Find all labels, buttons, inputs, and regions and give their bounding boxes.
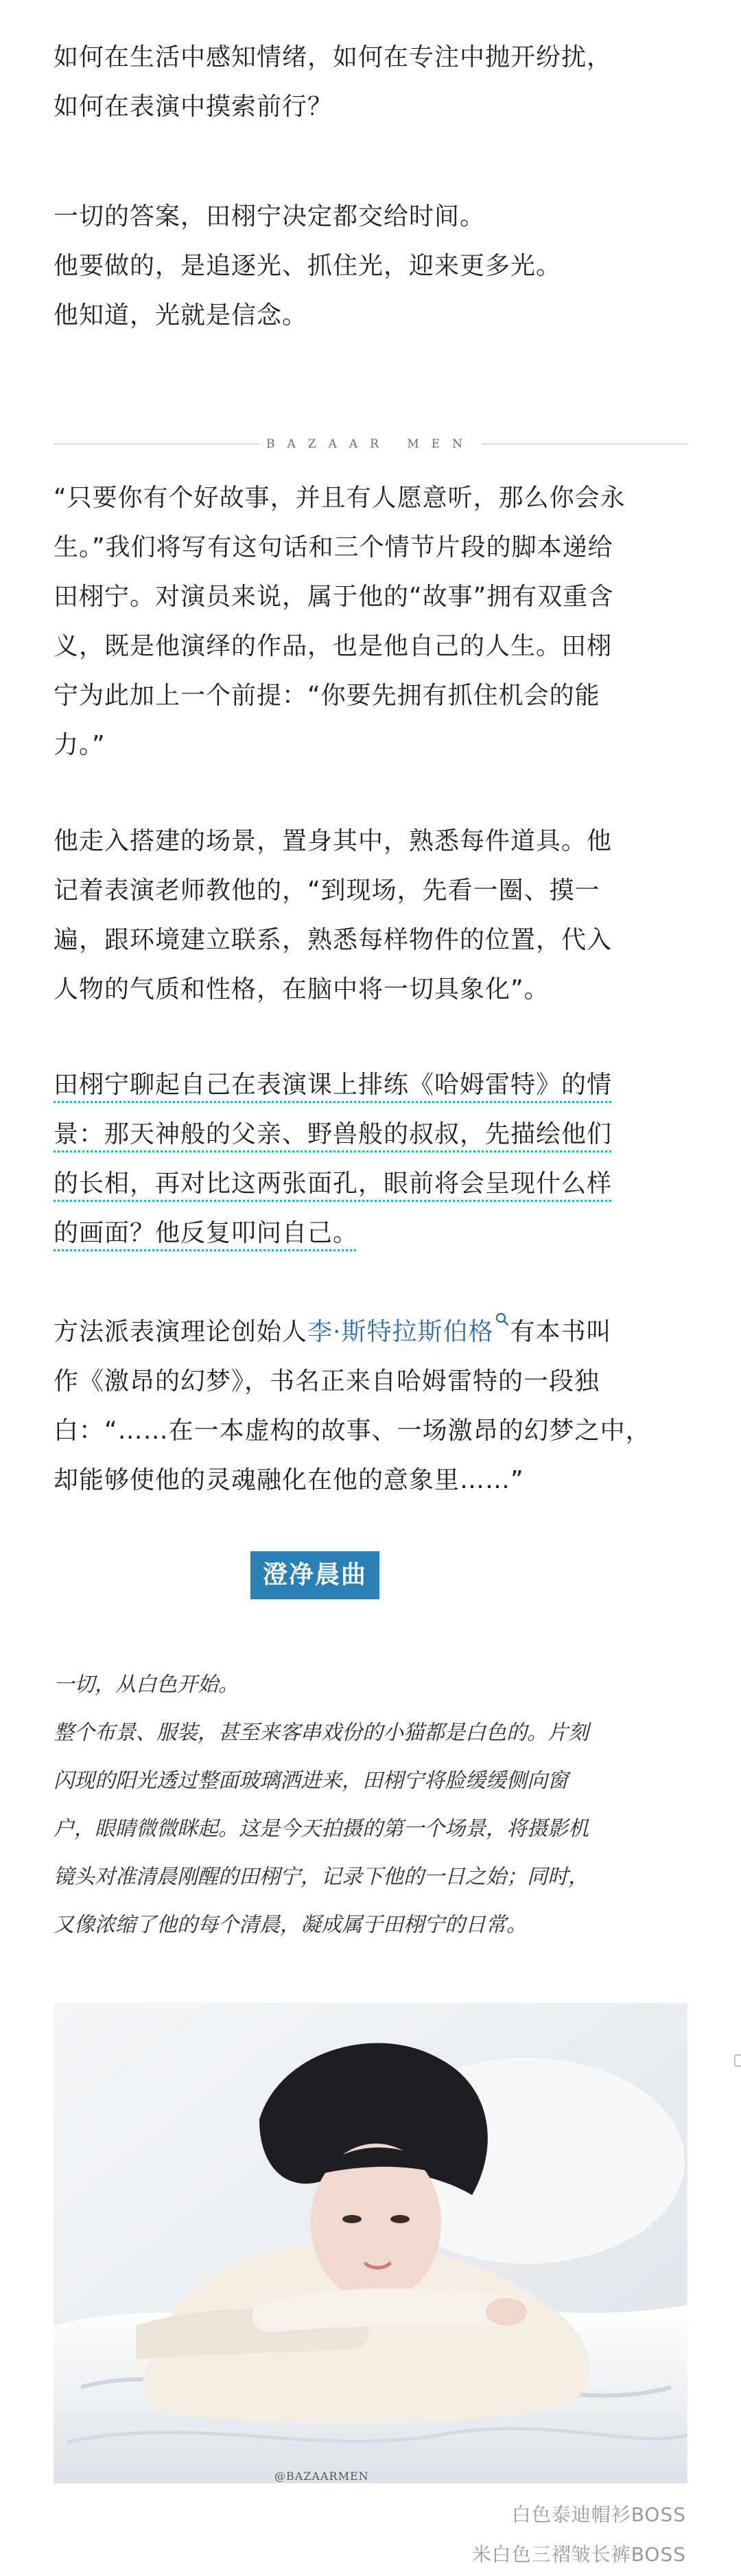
highlighted-line: 的画面？他反复叩问自己。 xyxy=(54,1219,359,1247)
italic-line: 又像浓缩了他的每个清晨，凝成属于田栩宁的日常。 xyxy=(54,1913,527,1937)
text-line xyxy=(54,1308,651,1357)
method-paragraph xyxy=(54,1308,651,1505)
highlighted-line: 的长相，再对比这两张面孔，眼前将会呈现什么样 xyxy=(54,1170,613,1198)
text-line: 一切的答案，田栩宁决定都交给时间。 xyxy=(54,202,486,231)
section-title-badge: 澄净晨曲 xyxy=(250,1551,379,1599)
side-scroll-handle-icon[interactable] xyxy=(734,2054,741,2067)
text-line: “只要你有个好故事，并且有人愿意听，那么你会永 xyxy=(54,484,626,512)
photo-watermark: @BAZAARMEN xyxy=(274,2470,369,2483)
intro-paragraph xyxy=(54,33,612,132)
story-paragraph xyxy=(54,474,626,770)
italic-line: 户，眼睛微微眯起。这是今天拍摄的第一个场景，将摄影机 xyxy=(54,1817,589,1841)
italic-intro xyxy=(54,1661,687,1949)
answer-paragraph xyxy=(54,192,561,340)
text-line: 作《激昂的幻梦》，书名正来自哈姆雷特的一段独 xyxy=(54,1367,600,1395)
scene-paragraph xyxy=(54,817,612,1014)
text-line: 他知道，光就是信念。 xyxy=(54,301,308,329)
text-line: 义，既是他演绎的作品，也是他自己的人生。田栩 xyxy=(54,632,613,660)
text-line: 田栩宁。对演员来说，属于他的“故事”拥有双重含 xyxy=(54,583,614,611)
text-fragment: 有本书叫 xyxy=(510,1318,612,1346)
hamlet-paragraph xyxy=(54,1060,612,1258)
photo-caption: 米白色三褶皱长裤BOSS xyxy=(471,2543,686,2566)
highlighted-line: 景：那天神般的父亲、野兽般的叔叔，先描绘他们 xyxy=(54,1120,613,1148)
text-fragment: 方法派表演理论创始人 xyxy=(54,1318,308,1346)
text-line: 如何在表演中摸索前行？ xyxy=(54,93,333,121)
highlighted-line: 田栩宁聊起自己在表演课上排练《哈姆雷特》的情 xyxy=(54,1071,613,1099)
photo-caption: 白色泰迪帽衫BOSS xyxy=(511,2503,686,2526)
italic-line: 闪现的阳光透过整面玻璃洒进来，田栩宁将脸缓缓侧向窗 xyxy=(54,1769,568,1793)
italic-line: 镜头对准清晨刚醒的田栩宁，记录下他的一日之始；同时， xyxy=(54,1865,589,1889)
text-line: 记着表演老师教他的，“到现场，先看一圈、摸一 xyxy=(54,877,600,905)
text-line: 如何在生活中感知情绪，如何在专注中抛开纷扰， xyxy=(54,43,613,71)
text-line: 却能够使他的灵魂融化在他的意象里……” xyxy=(54,1466,524,1494)
divider-rule-right xyxy=(482,443,687,445)
section-divider xyxy=(54,434,687,454)
italic-line: 一切，从白色开始。 xyxy=(54,1673,239,1697)
italic-line: 整个布景、服装，甚至来客串戏份的小猫都是白色的。片刻 xyxy=(54,1721,589,1745)
divider-brand-text: BAZAAR MEN xyxy=(266,437,475,451)
text-line: 他要做的，是追逐光、抓住光，迎来更多光。 xyxy=(54,252,562,280)
search-icon[interactable] xyxy=(495,1312,510,1327)
text-line: 白：“……在一本虚构的故事、一场激昂的幻梦之中， xyxy=(54,1417,651,1445)
text-line: 他走入搭建的场景，置身其中，熟悉每件道具。他 xyxy=(54,827,613,855)
portrait-photo xyxy=(54,2003,687,2483)
text-line: 遍，跟环境建立联系，熟悉每样物件的位置，代入 xyxy=(54,926,613,954)
text-line: 生。”我们将写有这句话和三个情节片段的脚本递给 xyxy=(54,533,613,561)
text-line: 力。” xyxy=(54,731,106,759)
text-line: 人物的气质和性格，在脑中将一切具象化”。 xyxy=(54,975,550,1003)
person-link[interactable]: 李·斯特拉斯伯格 xyxy=(307,1318,494,1346)
portrait-illustration xyxy=(54,2003,687,2483)
text-line: 宁为此加上一个前提：“你要先拥有抓住机会的能 xyxy=(54,682,600,710)
